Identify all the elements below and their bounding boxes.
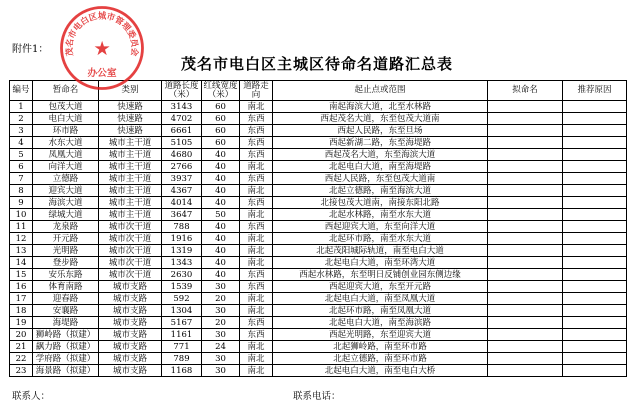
road-temp-name: 包茂大道 <box>33 101 99 113</box>
road-length: 1343 <box>162 257 202 269</box>
proposed-name <box>488 341 563 353</box>
row-number: 3 <box>10 125 33 137</box>
road-length: 788 <box>162 221 202 233</box>
header-cell: 暂命名 <box>33 81 99 101</box>
road-range: 北起电白大道，南至电白大桥 <box>273 365 488 377</box>
contact-phone-label: 联系电话： <box>293 391 341 402</box>
table-row <box>10 341 627 353</box>
road-direction: 南北 <box>240 365 273 377</box>
table-row <box>10 221 627 233</box>
road-length: 5167 <box>162 317 202 329</box>
header-cell: 推荐原因 <box>563 81 627 101</box>
attachment-label: 附件1： <box>12 44 49 55</box>
row-number: 2 <box>10 113 33 125</box>
road-category: 快速路 <box>99 101 162 113</box>
red-line-width: 40 <box>202 173 240 185</box>
road-length: 6661 <box>162 125 202 137</box>
recommendation-reason <box>563 365 627 377</box>
row-number: 13 <box>10 245 33 257</box>
table-row <box>10 257 627 269</box>
table-body <box>10 101 627 377</box>
road-direction: 南北 <box>240 233 273 245</box>
road-temp-name: 登步路 <box>33 257 99 269</box>
road-range: 北起环市路，南至凤凰大道 <box>273 305 488 317</box>
red-line-width: 30 <box>202 305 240 317</box>
road-category: 城市次干道 <box>99 245 162 257</box>
road-category: 城市支路 <box>99 281 162 293</box>
road-length: 1539 <box>162 281 202 293</box>
road-range: 西起茂名大道，东至包茂大道南 <box>273 113 488 125</box>
road-category: 城市次干道 <box>99 233 162 245</box>
road-range: 北起立德路，南至海滨大道 <box>273 185 488 197</box>
road-range: 西起迎宾大道，东至开元路 <box>273 281 488 293</box>
road-direction: 南北 <box>240 245 273 257</box>
document-title: 茂名市电白区主城区待命名道路汇总表 <box>180 55 453 73</box>
svg-text:办公室: 办公室 <box>87 68 117 80</box>
table-row <box>10 197 627 209</box>
red-line-width: 40 <box>202 245 240 257</box>
road-category: 城市支路 <box>99 353 162 365</box>
recommendation-reason <box>563 149 627 161</box>
road-temp-name: 海堤路 <box>33 317 99 329</box>
table-row <box>10 245 627 257</box>
proposed-name <box>488 161 563 173</box>
recommendation-reason <box>563 257 627 269</box>
red-line-width: 30 <box>202 353 240 365</box>
table-header-row <box>10 81 627 101</box>
row-number: 18 <box>10 305 33 317</box>
proposed-name <box>488 269 563 281</box>
red-line-width: 20 <box>202 293 240 305</box>
road-range: 北起电白大道，南至海滨路 <box>273 317 488 329</box>
road-length: 3937 <box>162 173 202 185</box>
road-direction: 东西 <box>240 173 273 185</box>
svg-text:★: ★ <box>93 37 111 61</box>
road-direction: 南北 <box>240 209 273 221</box>
recommendation-reason <box>563 161 627 173</box>
road-direction: 南北 <box>240 341 273 353</box>
road-length: 592 <box>162 293 202 305</box>
red-line-width: 60 <box>202 113 240 125</box>
proposed-name <box>488 221 563 233</box>
svg-text:茂名市电白区城市管理委员会: 茂名市电白区城市管理委员会 <box>63 10 141 57</box>
road-length: 771 <box>162 341 202 353</box>
row-number: 8 <box>10 185 33 197</box>
road-direction: 东西 <box>240 269 273 281</box>
red-line-width: 40 <box>202 185 240 197</box>
red-line-width: 60 <box>202 137 240 149</box>
road-direction: 南北 <box>240 161 273 173</box>
row-number: 1 <box>10 101 33 113</box>
road-range: 北起茂阳城际轨道，南至电白大道 <box>273 245 488 257</box>
road-temp-name: 立德路 <box>33 173 99 185</box>
header-cell: 起止点或范围 <box>273 81 488 101</box>
red-line-width: 24 <box>202 341 240 353</box>
proposed-name <box>488 125 563 137</box>
recommendation-reason <box>563 317 627 329</box>
road-length: 1916 <box>162 233 202 245</box>
road-range: 西起光明路，东至迎宾大道 <box>273 329 488 341</box>
road-range: 西起茂名大道，东至海滨大道 <box>273 149 488 161</box>
recommendation-reason <box>563 209 627 221</box>
road-category: 快速路 <box>99 113 162 125</box>
road-temp-name: 迎宾大道 <box>33 185 99 197</box>
recommendation-reason <box>563 305 627 317</box>
road-range: 北起电白大道，南至凤凰大道 <box>273 293 488 305</box>
road-direction: 东西 <box>240 137 273 149</box>
road-direction: 东西 <box>240 149 273 161</box>
proposed-name <box>488 137 563 149</box>
road-range: 北起电白大道，南至海堤路 <box>273 161 488 173</box>
road-temp-name: 海滨大道 <box>33 197 99 209</box>
road-category: 城市主干道 <box>99 149 162 161</box>
proposed-name <box>488 197 563 209</box>
table-row <box>10 209 627 221</box>
row-number: 16 <box>10 281 33 293</box>
road-direction: 南北 <box>240 185 273 197</box>
road-temp-name: 海景路（拟建） <box>33 365 99 377</box>
road-temp-name: 凤凰大道 <box>33 149 99 161</box>
red-line-width: 60 <box>202 101 240 113</box>
road-direction: 东西 <box>240 113 273 125</box>
road-temp-name: 水东大道 <box>33 137 99 149</box>
road-direction: 南北 <box>240 305 273 317</box>
road-category: 城市支路 <box>99 365 162 377</box>
road-category: 城市主干道 <box>99 185 162 197</box>
road-length: 4014 <box>162 197 202 209</box>
road-category: 城市主干道 <box>99 137 162 149</box>
proposed-name <box>488 365 563 377</box>
recommendation-reason <box>563 233 627 245</box>
road-category: 城市次干道 <box>99 257 162 269</box>
road-length: 2766 <box>162 161 202 173</box>
road-direction: 东西 <box>240 281 273 293</box>
proposed-name <box>488 173 563 185</box>
table-row <box>10 353 627 365</box>
road-length: 789 <box>162 353 202 365</box>
road-range: 西起人民路，东至旦场 <box>273 125 488 137</box>
table-row <box>10 137 627 149</box>
recommendation-reason <box>563 281 627 293</box>
row-number: 4 <box>10 137 33 149</box>
table-row <box>10 161 627 173</box>
proposed-name <box>488 353 563 365</box>
road-category: 城市支路 <box>99 293 162 305</box>
road-category: 快速路 <box>99 125 162 137</box>
row-number: 7 <box>10 173 33 185</box>
row-number: 19 <box>10 317 33 329</box>
road-range: 北起电白大道，南至环湾大道 <box>273 257 488 269</box>
recommendation-reason <box>563 185 627 197</box>
header-cell: 道路长度（米） <box>162 81 202 101</box>
road-direction: 东西 <box>240 125 273 137</box>
red-line-width: 30 <box>202 329 240 341</box>
table-row <box>10 185 627 197</box>
table-row <box>10 365 627 377</box>
row-number: 10 <box>10 209 33 221</box>
recommendation-reason <box>563 329 627 341</box>
road-category: 城市支路 <box>99 329 162 341</box>
recommendation-reason <box>563 113 627 125</box>
red-line-width: 40 <box>202 269 240 281</box>
recommendation-reason <box>563 353 627 365</box>
proposed-name <box>488 209 563 221</box>
road-length: 4680 <box>162 149 202 161</box>
red-line-width: 50 <box>202 209 240 221</box>
road-range: 西起水林路，东至明日反铺创业园东侧边缘 <box>273 269 488 281</box>
road-range: 西起迎宾大道，东至向洋大道 <box>273 221 488 233</box>
road-category: 城市主干道 <box>99 173 162 185</box>
table-row <box>10 269 627 281</box>
contact-person-label: 联系人： <box>12 391 51 402</box>
proposed-name <box>488 329 563 341</box>
road-temp-name: 安襄路 <box>33 305 99 317</box>
table-row <box>10 173 627 185</box>
official-seal-stamp <box>58 4 146 92</box>
red-line-width: 40 <box>202 161 240 173</box>
proposed-name <box>488 113 563 125</box>
red-line-width: 60 <box>202 125 240 137</box>
recommendation-reason <box>563 197 627 209</box>
row-number: 21 <box>10 341 33 353</box>
proposed-name <box>488 233 563 245</box>
road-length: 2630 <box>162 269 202 281</box>
recommendation-reason <box>563 269 627 281</box>
road-direction: 东西 <box>240 221 273 233</box>
recommendation-reason <box>563 245 627 257</box>
table-row <box>10 113 627 125</box>
road-direction: 东西 <box>240 197 273 209</box>
table-row <box>10 101 627 113</box>
red-line-width: 40 <box>202 221 240 233</box>
road-temp-name: 开元路 <box>33 233 99 245</box>
road-category: 城市主干道 <box>99 161 162 173</box>
red-line-width: 30 <box>202 281 240 293</box>
proposed-name <box>488 101 563 113</box>
road-direction: 南北 <box>240 257 273 269</box>
recommendation-reason <box>563 101 627 113</box>
road-direction: 南北 <box>240 293 273 305</box>
road-range: 西起新湖二路，东至海堤路 <box>273 137 488 149</box>
header-cell: 拟命名 <box>488 81 563 101</box>
table-row <box>10 125 627 137</box>
road-temp-name: 安乐东路 <box>33 269 99 281</box>
road-temp-name: 狮岭路（拟建） <box>33 329 99 341</box>
row-number: 22 <box>10 353 33 365</box>
header-cell: 道路走向 <box>240 81 273 101</box>
road-category: 城市主干道 <box>99 209 162 221</box>
road-category: 城市次干道 <box>99 269 162 281</box>
road-range: 北接包茂大道南，南接东阳北路 <box>273 197 488 209</box>
road-length: 3647 <box>162 209 202 221</box>
road-temp-name: 电白大道 <box>33 113 99 125</box>
road-length: 1304 <box>162 305 202 317</box>
header-cell: 红线宽度（米） <box>203 80 238 100</box>
road-category: 城市主干道 <box>99 197 162 209</box>
road-range: 南起海滨大道，北至水林路 <box>273 101 488 113</box>
recommendation-reason <box>563 173 627 185</box>
table-row <box>10 305 627 317</box>
recommendation-reason <box>563 125 627 137</box>
road-table <box>9 80 627 377</box>
red-line-width: 30 <box>202 365 240 377</box>
red-line-width: 40 <box>202 149 240 161</box>
road-direction: 南北 <box>240 101 273 113</box>
recommendation-reason <box>563 137 627 149</box>
road-length: 4367 <box>162 185 202 197</box>
row-number: 12 <box>10 233 33 245</box>
proposed-name <box>488 257 563 269</box>
row-number: 5 <box>10 149 33 161</box>
road-direction: 东西 <box>240 317 273 329</box>
proposed-name <box>488 245 563 257</box>
road-temp-name: 向洋大道 <box>33 161 99 173</box>
road-length: 1319 <box>162 245 202 257</box>
road-length: 5105 <box>162 137 202 149</box>
road-temp-name: 体育南路 <box>33 281 99 293</box>
road-category: 城市次干道 <box>99 221 162 233</box>
row-number: 17 <box>10 293 33 305</box>
road-temp-name: 龙泉路 <box>33 221 99 233</box>
table-row <box>10 293 627 305</box>
table-row <box>10 281 627 293</box>
road-temp-name: 飙力路（拟建） <box>33 341 99 353</box>
red-line-width: 20 <box>202 317 240 329</box>
red-line-width: 40 <box>202 197 240 209</box>
road-category: 城市支路 <box>99 317 162 329</box>
recommendation-reason <box>563 341 627 353</box>
road-length: 1168 <box>162 365 202 377</box>
road-length: 4702 <box>162 113 202 125</box>
header-cell: 类别 <box>99 81 162 101</box>
row-number: 23 <box>10 365 33 377</box>
red-line-width: 40 <box>202 233 240 245</box>
table-row <box>10 317 627 329</box>
road-temp-name: 光明路 <box>33 245 99 257</box>
proposed-name <box>488 281 563 293</box>
proposed-name <box>488 149 563 161</box>
proposed-name <box>488 317 563 329</box>
road-range: 北起环市路，南至水东大道 <box>273 233 488 245</box>
row-number: 9 <box>10 197 33 209</box>
row-number: 6 <box>10 161 33 173</box>
red-line-width: 40 <box>202 257 240 269</box>
road-temp-name: 环市路 <box>33 125 99 137</box>
road-temp-name: 绿城大道 <box>33 209 99 221</box>
road-range: 西起人民路，东至包茂大道南 <box>273 173 488 185</box>
road-direction: 东西 <box>240 329 273 341</box>
road-category: 城市支路 <box>99 305 162 317</box>
road-length: 1161 <box>162 329 202 341</box>
table-row <box>10 233 627 245</box>
header-cell: 编号 <box>10 81 33 101</box>
road-range: 北起立德路，南至环市路 <box>273 353 488 365</box>
road-temp-name: 学府路（拟建） <box>33 353 99 365</box>
road-length: 3143 <box>162 101 202 113</box>
road-category: 城市支路 <box>99 341 162 353</box>
row-number: 11 <box>10 221 33 233</box>
road-range: 北起水林路，南至水东大道 <box>273 209 488 221</box>
recommendation-reason <box>563 293 627 305</box>
table-row <box>10 149 627 161</box>
road-direction: 南北 <box>240 353 273 365</box>
proposed-name <box>488 293 563 305</box>
table-row <box>10 329 627 341</box>
road-range: 北起狮岭路，南至环市路 <box>273 341 488 353</box>
proposed-name <box>488 185 563 197</box>
row-number: 14 <box>10 257 33 269</box>
row-number: 15 <box>10 269 33 281</box>
road-temp-name: 迎春路 <box>33 293 99 305</box>
row-number: 20 <box>10 329 33 341</box>
recommendation-reason <box>563 221 627 233</box>
proposed-name <box>488 305 563 317</box>
